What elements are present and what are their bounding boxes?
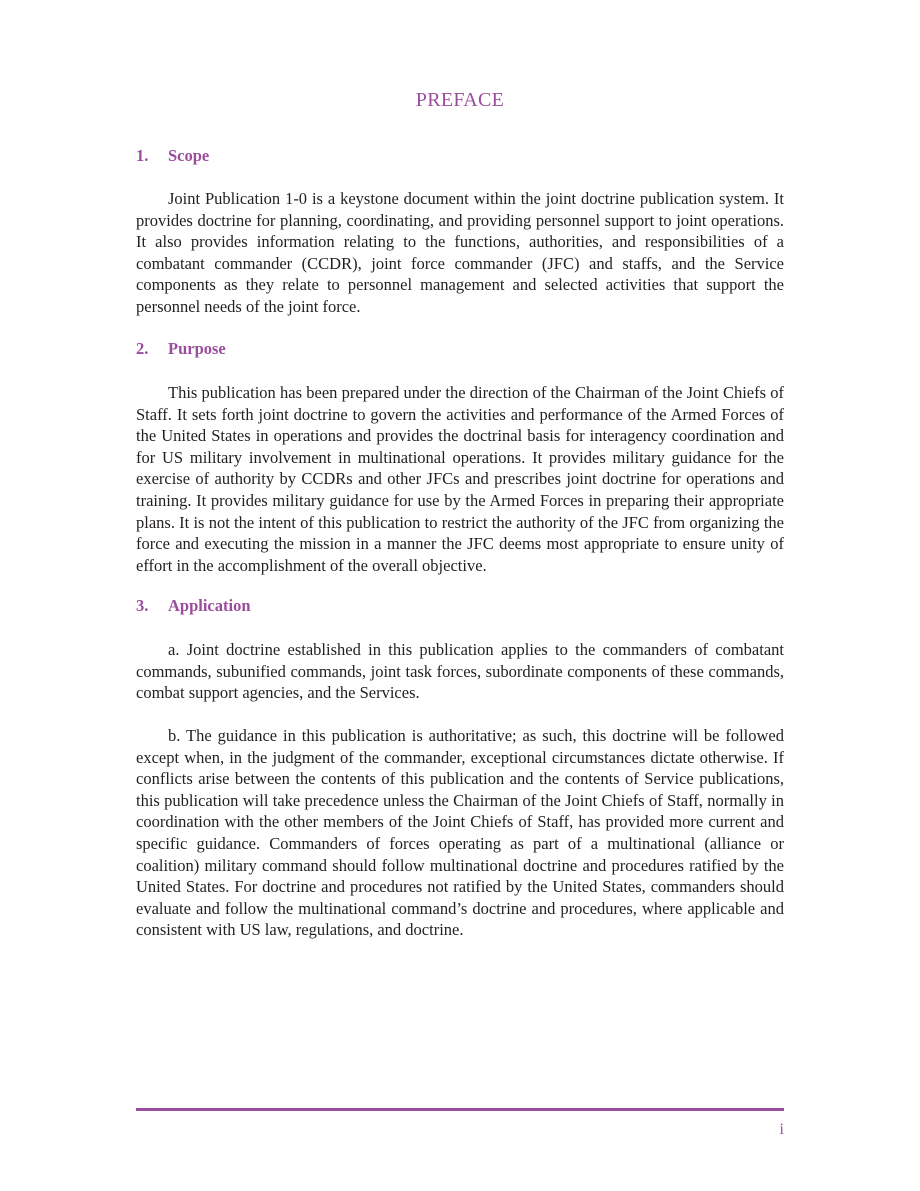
scope-paragraph: Joint Publication 1-0 is a keystone document within the joint doctrine publication system. It provides doctrine for planning, coordinating, and providing personnel support to joint operations. It also provides information relating to the functions, authorities, and responsibilities of a combatant commander (CCDR), joint force commander (JFC) and staffs, and the Service components as they relate to personnel management and selected activities that support the personnel needs of the joint force. <box>136 189 784 316</box>
footer-divider <box>136 1108 784 1111</box>
page-number: i <box>779 1121 784 1138</box>
section-number: 2. <box>136 339 149 358</box>
application-paragraph-a: a. Joint doctrine established in this publication applies to the commanders of combatant commands, subunified commands, joint task forces, subordinate components of these commands, combat support agencies, and the Services. <box>136 640 784 703</box>
section-number: 1. <box>136 146 149 165</box>
purpose-paragraph: This publication has been prepared under the direction of the Chairman of the Joint Chiefs of Staff. It sets forth joint doctrine to govern the activities and performance of the Armed Forces of the United States in operations and provides the doctrinal basis for interagency coordination and for US military involvement in multinational operations. It provides military guidance for the exercise of authority by CCDRs and other JFCs and prescribes joint doctrine for operations and training. It provides military guidance for use by the Armed Forces in preparing their appropriate plans. It is not the intent of this publication to restrict the authority of the JFC from organizing the force and executing the mission in a manner the JFC deems most appropriate to ensure unity of effort in the accomplishment of the overall objective. <box>136 383 784 575</box>
section-title: Application <box>168 596 251 615</box>
page-title: PREFACE <box>415 89 505 111</box>
section-heading-application <box>136 596 251 616</box>
section-title: Scope <box>168 146 210 165</box>
application-paragraph-b: b. The guidance in this publication is authoritative; as such, this doctrine will be followed except when, in the judgment of the commander, exceptional circumstances dictate otherwise. If conflicts arise between the contents of this publication and the contents of Service publications, this publication will take precedence unless the Chairman of the Joint Chiefs of Staff, normally in coordination with the other members of the Joint Chiefs of Staff, has provided more current and specific guidance. Commanders of forces operating as part of a multinational (alliance or coalition) military command should follow multinational doctrine and procedures ratified by the United States. For doctrine and procedures not ratified by the United States, commanders should evaluate and follow the multinational command’s doctrine and procedures, where applicable and consistent with US law, regulations, and doctrine. <box>136 726 784 940</box>
section-number: 3. <box>136 596 149 615</box>
section-title: Purpose <box>168 339 226 358</box>
section-heading-scope <box>136 146 209 166</box>
section-heading-purpose <box>136 339 226 359</box>
